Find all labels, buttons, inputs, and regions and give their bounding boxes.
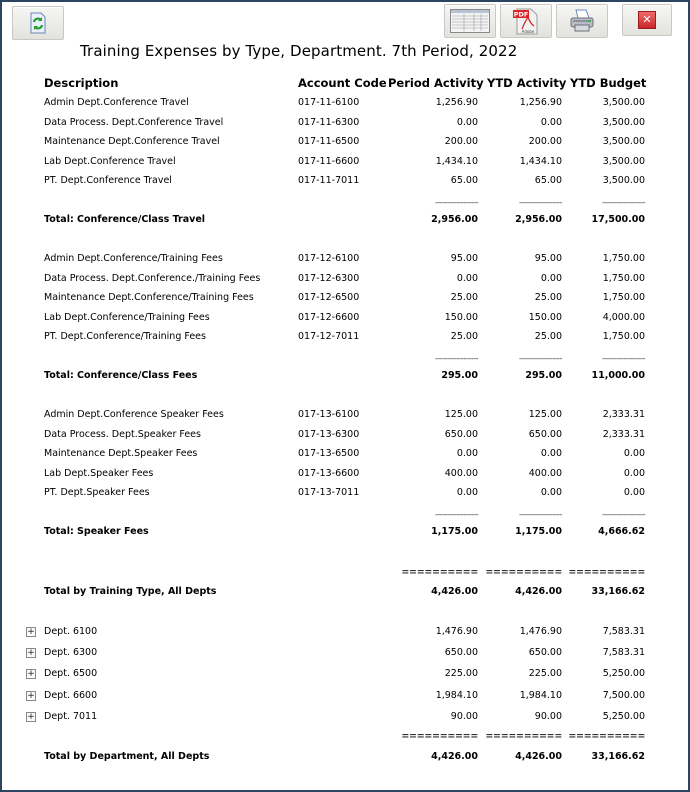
row-ytd-activity: 0.00 [540, 272, 562, 284]
row-period-activity: 150.00 [444, 311, 478, 323]
row-description: Lab Dept.Conference Travel [44, 155, 176, 167]
row-ytd-budget: 3,500.00 [602, 97, 645, 108]
separator-line: ========== [568, 731, 645, 742]
row-ytd-budget: 0.00 [623, 448, 645, 459]
row-description: PT. Dept.Conference/Training Fees [44, 331, 206, 342]
separator-row [0, 506, 690, 524]
separator-line: ------------------ [519, 354, 562, 363]
row-account-code: 017-11-6500 [298, 136, 360, 147]
row-description: Admin Dept.Conference/Training Fees [44, 253, 223, 264]
table-row [0, 153, 690, 171]
row-ytd-activity: 650.00 [528, 647, 562, 659]
row-ytd-activity: 1,434.10 [519, 155, 562, 167]
row-period-activity: 25.00 [450, 331, 478, 342]
row-account-code: 017-11-6100 [298, 97, 360, 108]
row-ytd-activity: 0.00 [540, 448, 562, 459]
table-row [0, 270, 690, 288]
row-ytd-budget: 11,000.00 [591, 370, 645, 381]
row-account-code: 017-13-6600 [298, 467, 360, 479]
table-row [0, 94, 690, 112]
separator-line: ------------------ [435, 354, 478, 363]
expand-icon[interactable]: + [27, 669, 35, 680]
row-description: Total: Conference/Class Travel [44, 214, 206, 225]
col-description: Description [44, 76, 119, 90]
row-ytd-budget: 5,250.00 [602, 710, 645, 722]
row-ytd-activity: 95.00 [534, 253, 562, 264]
table-row [0, 289, 690, 307]
spreadsheet-icon [450, 9, 490, 33]
row-description: Dept. 7011 [44, 710, 98, 722]
row-account-code: 017-13-6500 [298, 448, 360, 459]
expand-icon[interactable]: + [27, 690, 35, 701]
row-period-activity: 650.00 [444, 647, 478, 659]
row-account-code: 017-12-6300 [298, 272, 360, 284]
row-period-activity: 225.00 [444, 668, 478, 680]
close-button[interactable] [622, 4, 672, 36]
department-row [0, 665, 690, 683]
row-ytd-activity: 1,984.10 [519, 689, 562, 701]
row-period-activity: 650.00 [444, 428, 478, 440]
row-ytd-budget: 3,500.00 [602, 116, 645, 128]
row-ytd-activity: 200.00 [528, 136, 562, 147]
pdf-sub-text: Adobe [521, 29, 535, 34]
separator-line: ------------------ [435, 198, 478, 207]
table-row [0, 133, 690, 151]
row-ytd-budget: 1,750.00 [602, 331, 645, 342]
pdf-icon [511, 7, 541, 35]
row-ytd-budget: 5,250.00 [602, 668, 645, 680]
section-total-row [0, 523, 690, 541]
row-ytd-budget: 1,750.00 [602, 253, 645, 264]
department-row [0, 644, 690, 662]
row-description: Total by Department, All Depts [44, 751, 210, 762]
row-ytd-activity: 1,256.90 [519, 97, 562, 108]
row-description: Lab Dept.Speaker Fees [44, 467, 154, 479]
row-ytd-activity: 2,956.00 [515, 214, 562, 225]
row-ytd-budget: 2,333.31 [602, 428, 645, 440]
row-account-code: 017-12-6500 [298, 292, 360, 303]
separator-line: ------------------ [602, 510, 645, 519]
row-ytd-budget: 1,750.00 [602, 272, 645, 284]
row-ytd-budget: 33,166.62 [591, 586, 645, 597]
printer-icon [568, 9, 596, 33]
row-ytd-activity: 0.00 [540, 116, 562, 128]
row-ytd-budget: 4,666.62 [598, 526, 645, 537]
row-account-code: 017-12-6600 [298, 311, 360, 323]
row-period-activity: 0.00 [456, 116, 478, 128]
row-ytd-budget: 1,750.00 [602, 292, 645, 303]
refresh-icon [29, 12, 47, 34]
section-total-row [0, 367, 690, 385]
row-ytd-budget: 33,166.62 [591, 751, 645, 762]
row-ytd-activity: 25.00 [534, 292, 562, 303]
row-period-activity: 90.00 [450, 710, 478, 722]
type-total-row [0, 583, 690, 601]
row-description: Maintenance Dept.Conference Travel [44, 136, 220, 147]
separator-row [0, 564, 690, 582]
row-ytd-budget: 2,333.31 [602, 409, 645, 420]
row-ytd-activity: 4,426.00 [515, 586, 562, 597]
row-description: Lab Dept.Conference/Training Fees [44, 311, 210, 323]
row-description: Total: Speaker Fees [44, 526, 149, 537]
row-ytd-budget: 17,500.00 [591, 214, 645, 225]
separator-line: ========== [568, 567, 645, 578]
column-header-row [0, 74, 690, 92]
row-description: Dept. 6100 [44, 626, 98, 637]
separator-line: ========== [485, 567, 562, 578]
separator-line: ========== [485, 731, 562, 742]
row-period-activity: 1,984.10 [435, 689, 478, 701]
row-account-code: 017-12-6100 [298, 253, 360, 264]
row-period-activity: 25.00 [450, 292, 478, 303]
row-ytd-activity: 125.00 [528, 409, 562, 420]
row-account-code: 017-13-6300 [298, 428, 360, 440]
row-ytd-activity: 1,476.90 [519, 626, 562, 637]
table-row [0, 445, 690, 463]
row-period-activity: 400.00 [444, 467, 478, 479]
row-period-activity: 4,426.00 [431, 751, 478, 762]
row-ytd-activity: 650.00 [528, 428, 562, 440]
row-description: Admin Dept.Conference Speaker Fees [44, 409, 224, 420]
row-description: Dept. 6500 [44, 668, 98, 680]
row-description: Data Process. Dept.Conference./Training Fees [44, 272, 261, 284]
row-ytd-budget: 3,500.00 [602, 136, 645, 147]
row-account-code: 017-13-6100 [298, 409, 360, 420]
department-row [0, 708, 690, 726]
refresh-button[interactable] [12, 6, 64, 40]
row-ytd-activity: 25.00 [534, 331, 562, 342]
row-description: Maintenance Dept.Conference/Training Fees [44, 292, 254, 303]
col-account-code: Account Code [298, 76, 387, 90]
row-period-activity: 0.00 [456, 272, 478, 284]
table-row [0, 465, 690, 483]
col-ytd-budget: YTD Budget [570, 76, 647, 90]
row-period-activity: 0.00 [456, 487, 478, 498]
row-ytd-budget: 0.00 [623, 487, 645, 498]
row-account-code: 017-12-7011 [298, 331, 360, 342]
row-period-activity: 125.00 [444, 409, 478, 420]
department-total-row [0, 748, 690, 766]
row-ytd-activity: 90.00 [534, 710, 562, 722]
spreadsheet-view-button[interactable] [444, 4, 496, 38]
separator-line: ------------------ [519, 510, 562, 519]
col-ytd-activity: YTD Activity [487, 76, 567, 90]
row-description: PT. Dept.Conference Travel [44, 175, 172, 186]
table-row [0, 172, 690, 190]
department-row [0, 687, 690, 705]
row-ytd-activity: 4,426.00 [515, 751, 562, 762]
row-period-activity: 0.00 [456, 448, 478, 459]
table-row [0, 114, 690, 132]
report-title: Training Expenses by Type, Department. 7th Period, 2022 [80, 42, 518, 60]
row-description: PT. Dept.Speaker Fees [44, 487, 150, 498]
row-description: Maintenance Dept.Speaker Fees [44, 448, 198, 459]
row-ytd-budget: 3,500.00 [602, 155, 645, 167]
row-ytd-activity: 150.00 [528, 311, 562, 323]
row-description: Total by Training Type, All Depts [44, 586, 217, 597]
department-row [0, 623, 690, 641]
expand-icon[interactable]: + [27, 627, 35, 637]
export-pdf-button[interactable] [500, 4, 552, 38]
row-ytd-activity: 0.00 [540, 487, 562, 498]
row-period-activity: 1,256.90 [435, 97, 478, 108]
col-period-activity: Period Activity [388, 76, 484, 90]
table-row [0, 328, 690, 346]
table-row [0, 250, 690, 268]
row-ytd-activity: 225.00 [528, 668, 562, 680]
row-ytd-activity: 295.00 [525, 370, 562, 381]
row-period-activity: 295.00 [441, 370, 478, 381]
row-ytd-activity: 1,175.00 [515, 526, 562, 537]
separator-line: ------------------ [519, 198, 562, 207]
row-description: Data Process. Dept.Conference Travel [44, 116, 224, 128]
row-description: Admin Dept.Conference Travel [44, 97, 189, 108]
table-row [0, 309, 690, 327]
row-account-code: 017-11-6600 [298, 155, 360, 167]
table-row [0, 406, 690, 424]
row-period-activity: 1,476.90 [435, 626, 478, 637]
separator-line: ------------------ [602, 198, 645, 207]
row-ytd-budget: 4,000.00 [602, 311, 645, 323]
row-period-activity: 65.00 [450, 175, 478, 186]
separator-line: ========== [401, 567, 478, 578]
row-ytd-activity: 400.00 [528, 467, 562, 479]
row-ytd-budget: 0.00 [623, 467, 645, 479]
row-period-activity: 1,434.10 [435, 155, 478, 167]
row-ytd-budget: 7,583.31 [602, 626, 645, 637]
table-row [0, 426, 690, 444]
separator-row [0, 728, 690, 746]
row-account-code: 017-11-6300 [298, 116, 360, 128]
close-icon: ✕ [638, 11, 656, 29]
separator-row [0, 194, 690, 212]
row-period-activity: 200.00 [444, 136, 478, 147]
row-ytd-activity: 65.00 [534, 175, 562, 186]
row-period-activity: 1,175.00 [431, 526, 478, 537]
row-period-activity: 95.00 [450, 253, 478, 264]
row-description: Dept. 6300 [44, 647, 98, 659]
pdf-badge-text: PDF [513, 10, 529, 19]
row-account-code: 017-13-7011 [298, 487, 360, 498]
section-total-row [0, 211, 690, 229]
row-description: Data Process. Dept.Speaker Fees [44, 428, 201, 440]
table-row [0, 484, 690, 502]
row-ytd-budget: 7,583.31 [602, 647, 645, 659]
row-period-activity: 2,956.00 [431, 214, 478, 225]
print-button[interactable] [556, 4, 608, 38]
separator-row [0, 350, 690, 368]
separator-line: ------------------ [602, 354, 645, 363]
expand-icon[interactable]: + [27, 648, 35, 659]
row-ytd-budget: 7,500.00 [602, 689, 645, 701]
row-account-code: 017-11-7011 [298, 175, 360, 186]
separator-line: ------------------ [435, 510, 478, 519]
row-period-activity: 4,426.00 [431, 586, 478, 597]
row-ytd-budget: 3,500.00 [602, 175, 645, 186]
row-description: Total: Conference/Class Fees [44, 370, 198, 381]
row-description: Dept. 6600 [44, 689, 98, 701]
expand-icon[interactable]: + [27, 711, 35, 722]
separator-line: ========== [401, 731, 478, 742]
